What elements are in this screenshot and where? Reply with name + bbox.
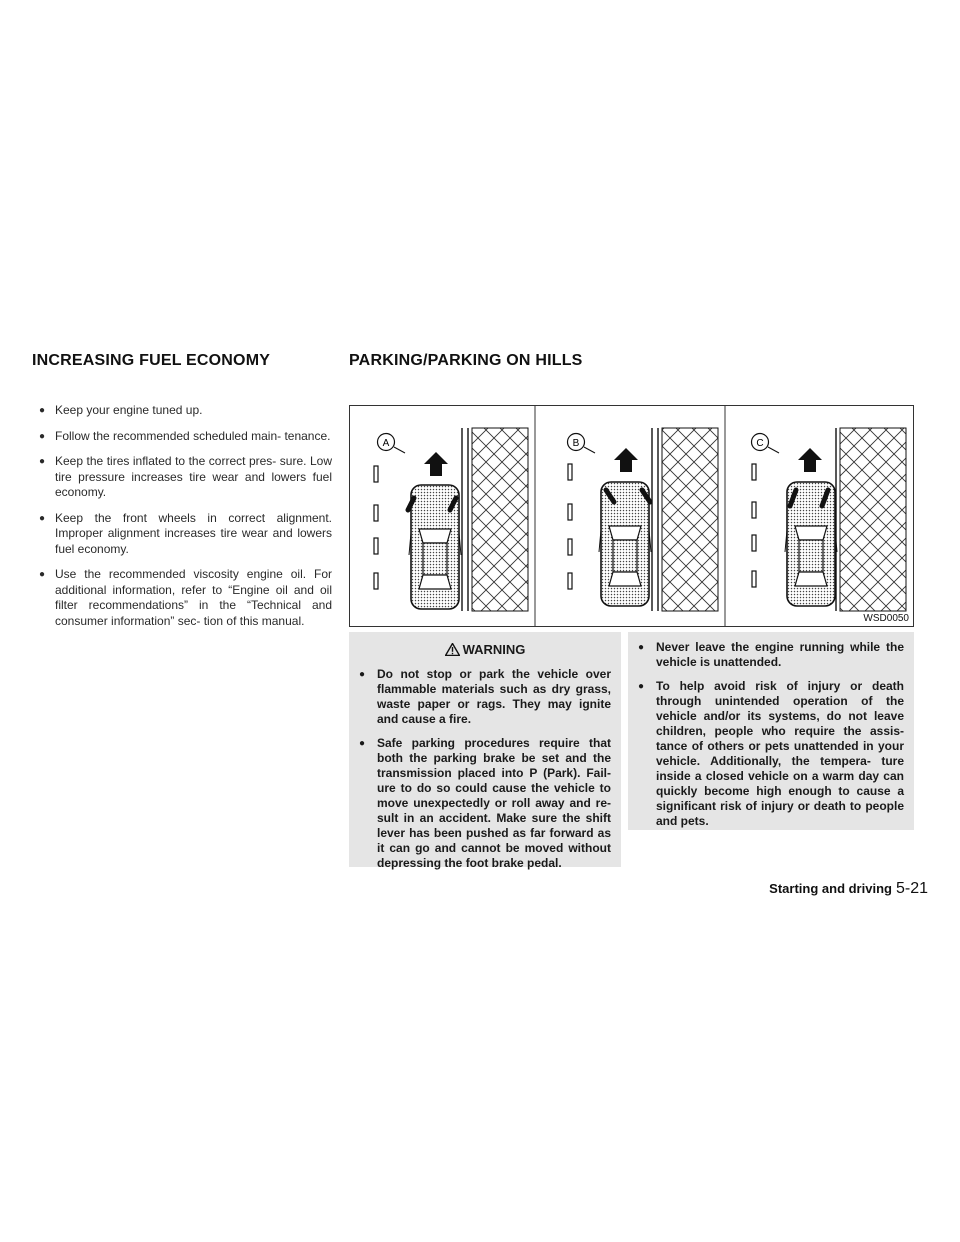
panel-label-b: B	[572, 438, 580, 449]
panel-b	[568, 428, 719, 611]
list-item: ● Never leave the engine running while the vehicle is unattended.	[638, 640, 904, 670]
panel-label-c: C	[756, 438, 764, 449]
car-top-view-icon	[599, 482, 651, 606]
warning-list-left	[359, 667, 611, 871]
panel-c	[752, 428, 907, 611]
list-item: ● Use the recommended viscosity engine oil. For additional information, refer to “Engine oil and oil filter recommendations” in the “Technical and consumer information” sec- tion of this manual.	[32, 567, 332, 629]
warning-column-left	[349, 632, 621, 870]
list-item: ● Safe parking procedures require that both the parking brake be set and the transmission placed into P (Park). Fail- ure to do so could cause the vehicle to move unexpectedly or roll away and re- sult in an accident. Make sure the shift lever has been pushed as far forward as it can go and cannot be moved without depressing the foot brake pedal.	[359, 736, 611, 871]
figure-code: WSD0050	[863, 613, 909, 624]
page-footer	[769, 880, 928, 898]
warning-list-right	[638, 640, 904, 829]
panel-label-a: A	[382, 438, 390, 449]
warning-heading	[359, 642, 611, 657]
warning-triangle-icon	[445, 643, 460, 656]
list-item: ● Keep the tires inflated to the correct pres- sure. Low tire pressure increases tire wear and lowers fuel economy.	[32, 454, 332, 501]
warning-heading-text: WARNING	[462, 642, 526, 657]
page-number: 5-21	[895, 880, 928, 897]
section-title-parking: PARKING/PARKING ON HILLS	[349, 352, 583, 369]
warning-column-right	[628, 632, 914, 830]
parking-illustration	[349, 405, 914, 627]
warning-box	[349, 632, 914, 870]
list-item: ● Keep the front wheels in correct alignment. Improper alignment increases tire wear and lowers fuel economy.	[32, 511, 332, 558]
list-item: ● Follow the recommended scheduled main- tenance.	[32, 429, 332, 445]
fuel-economy-list	[32, 403, 332, 639]
list-item: ● To help avoid risk of injury or death through unintended operation of the vehicle and/or its systems, do not leave children, people who require the assis- tance of others or pets unattended in your vehicle. Additionally, the tempera- ture inside a closed vehicle on a warm day can quickly become high enough to cause a significant risk of injury or death to people and pets.	[638, 679, 904, 829]
list-item: ● Do not stop or park the vehicle over flammable materials such as dry grass, waste paper or rags. They may ignite and cause a fire.	[359, 667, 611, 727]
panel-a	[374, 428, 528, 611]
up-arrow-icon	[798, 448, 822, 472]
list-item: ● Keep your engine tuned up.	[32, 403, 332, 419]
section-title-fuel-economy: INCREASING FUEL ECONOMY	[32, 352, 271, 369]
up-arrow-icon	[614, 448, 638, 472]
footer-section-title: Starting and driving	[769, 881, 892, 896]
up-arrow-icon	[424, 452, 448, 476]
